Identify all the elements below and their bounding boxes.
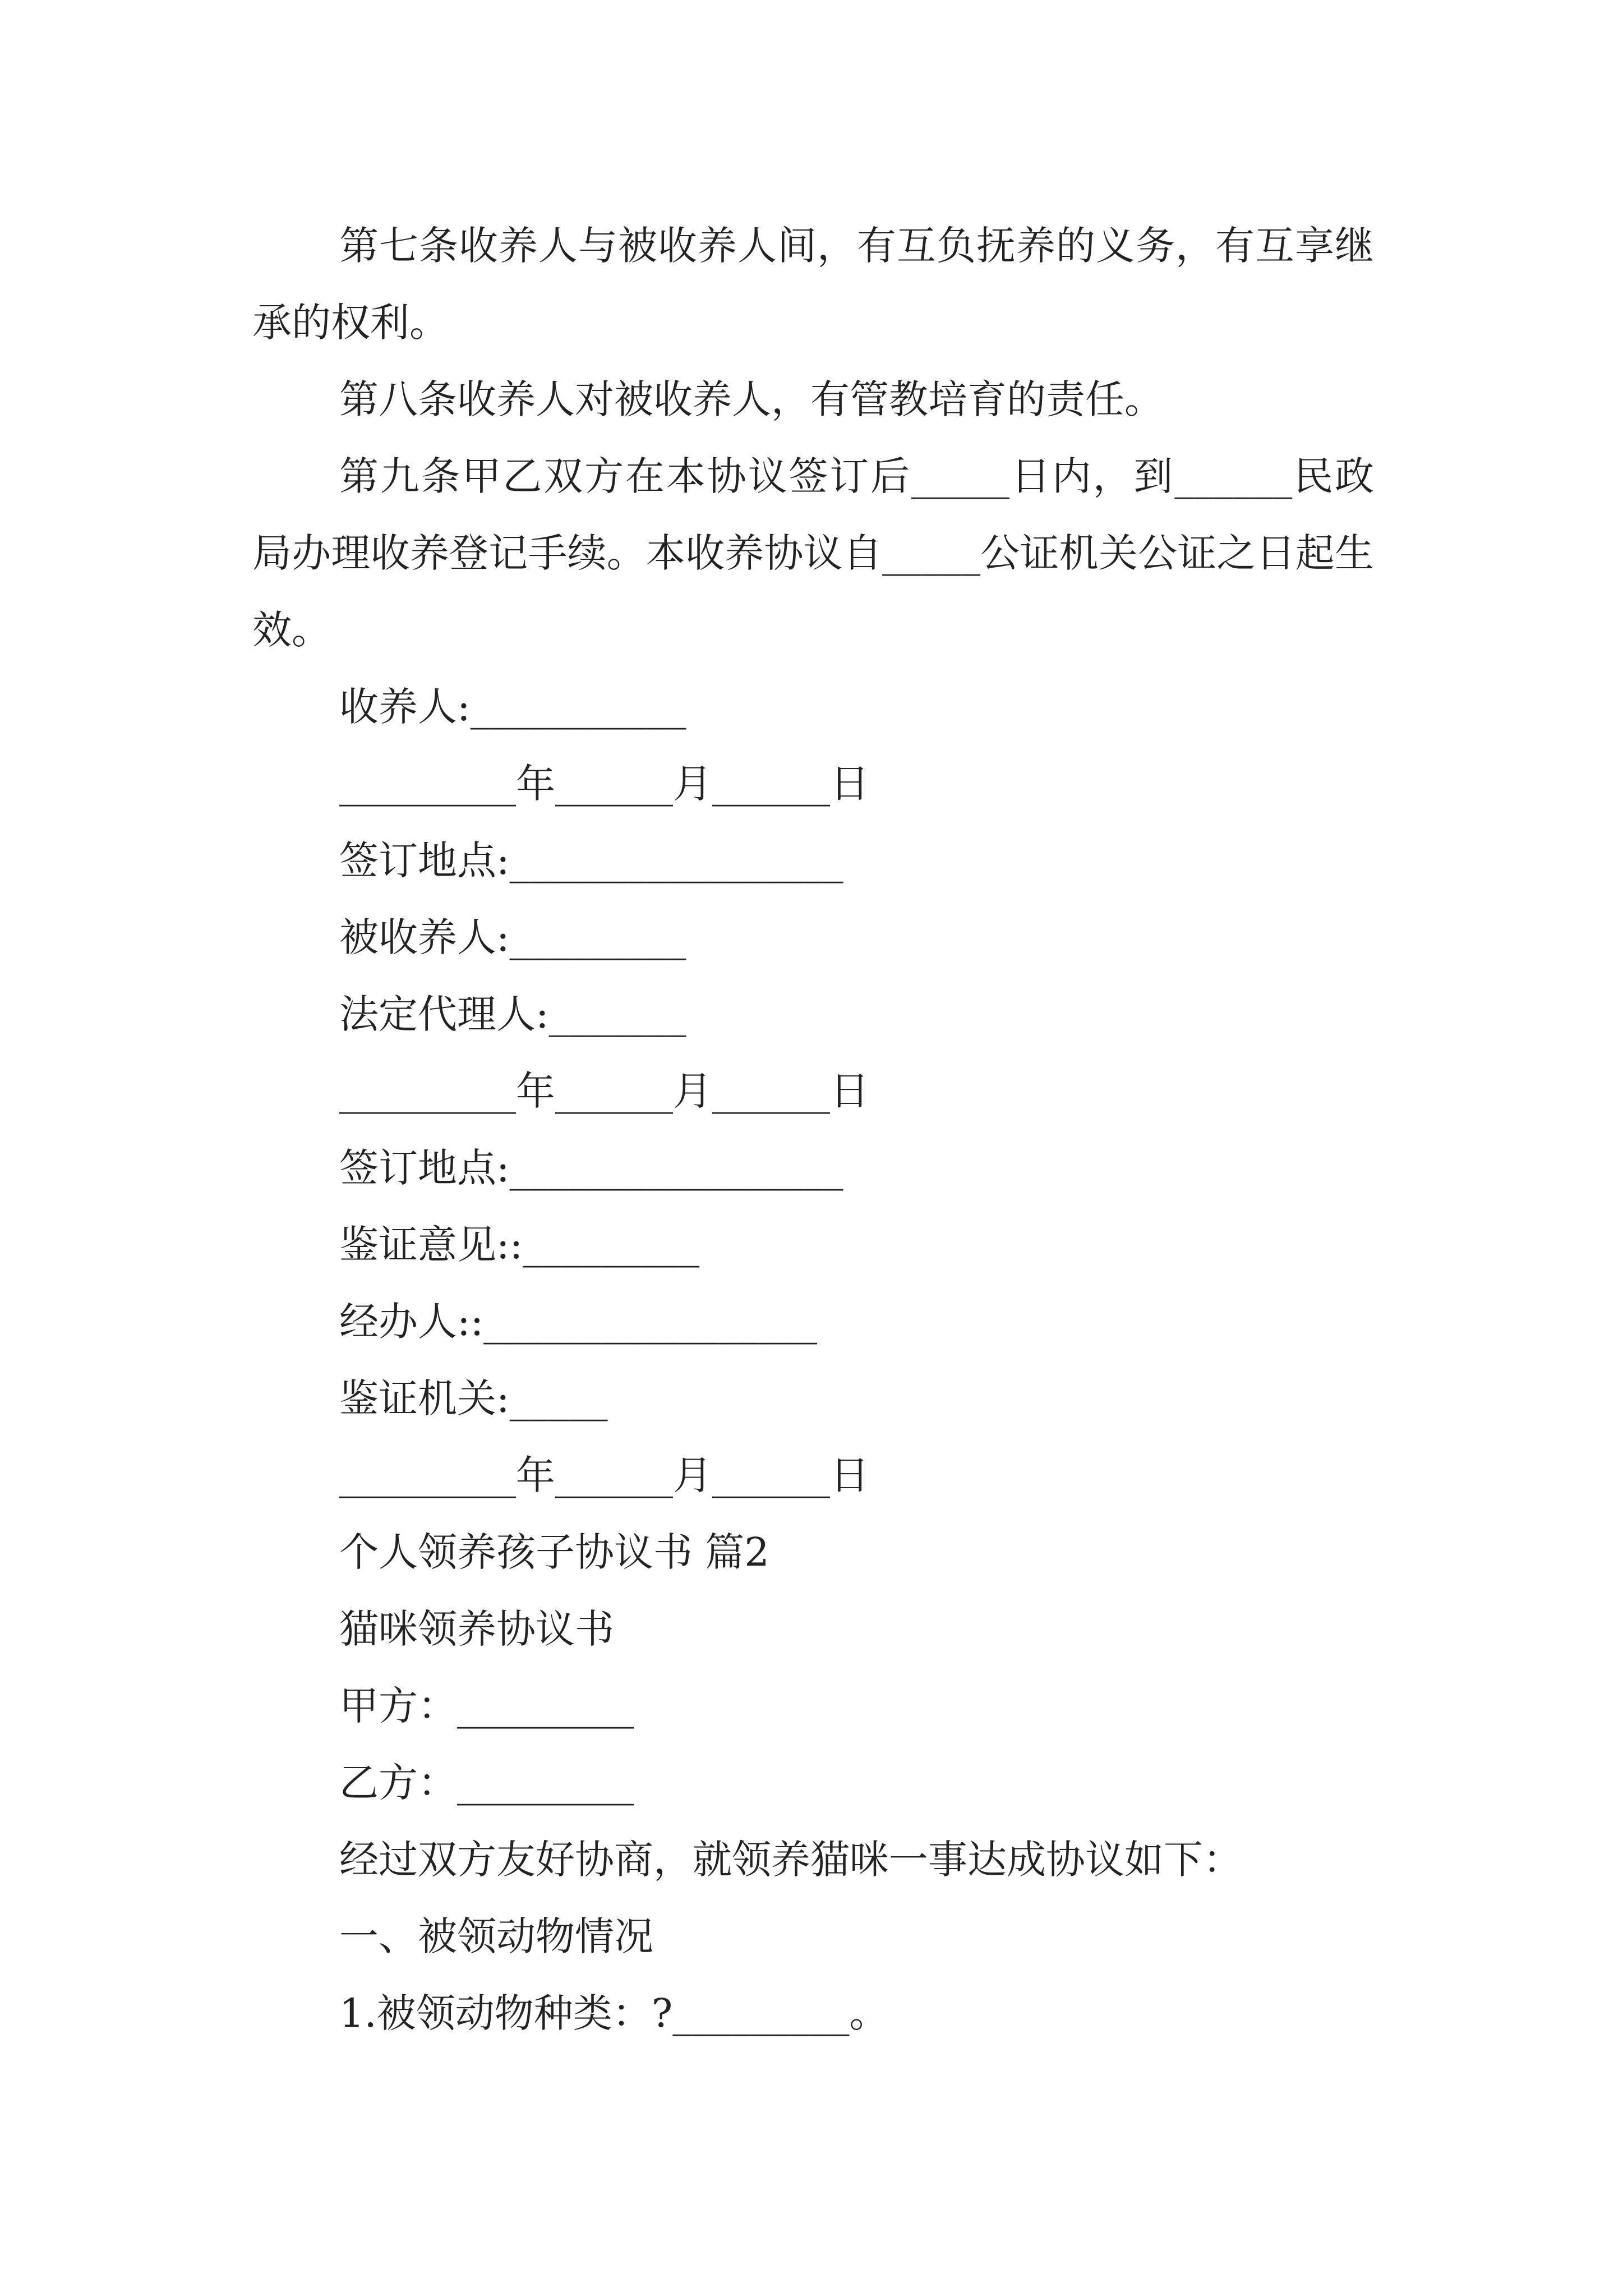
agreement-intro: 经过双方友好协商，就领养猫咪一事达成协议如下： [339,1837,1242,1883]
signing-place-line: 签订地点:_________________ [339,838,843,884]
section-heading: 个人领养孩子协议书 篇2 [339,1529,769,1575]
party-b-line: 乙方：_________ [339,1760,634,1806]
clause-item: 1.被领动物种类：?_________。 [339,1990,889,2036]
legal-representative-line: 法定代理人:_______ [339,991,686,1037]
adoptee-signature-line: 被收养人:_________ [339,914,686,960]
attestation-opinion-line: 鉴证意见::_________ [339,1222,700,1268]
date-line: _________年______月______日 [339,761,869,807]
attestation-authority-line: 鉴证机关:_____ [339,1375,608,1421]
date-line: _________年______月______日 [339,1068,869,1114]
article-8-paragraph: 第八条收养人对被收养人，有管教培育的责任。 [339,376,1164,422]
article-9-paragraph: 第九条甲乙双方在本协议签订后_____日内，到______民政局办理收养登记手续。本收养协议自_____公证机关公证之日起生效。 [252,453,1374,653]
document-body [252,208,1374,2052]
adopter-signature-line: 收养人:___________ [339,684,686,730]
party-a-line: 甲方：_________ [339,1683,634,1729]
clause-heading: 一、被领动物情况 [339,1913,653,1959]
article-7-paragraph: 第七条收养人与被收养人间，有互负抚养的义务，有互享继承的权利。 [252,223,1374,346]
agreement-title: 猫咪领养协议书 [339,1606,614,1652]
signing-place-line: 签订地点:_________________ [339,1145,843,1191]
date-line: _________年______月______日 [339,1452,869,1498]
handler-line: 经办人::_________________ [339,1299,818,1345]
